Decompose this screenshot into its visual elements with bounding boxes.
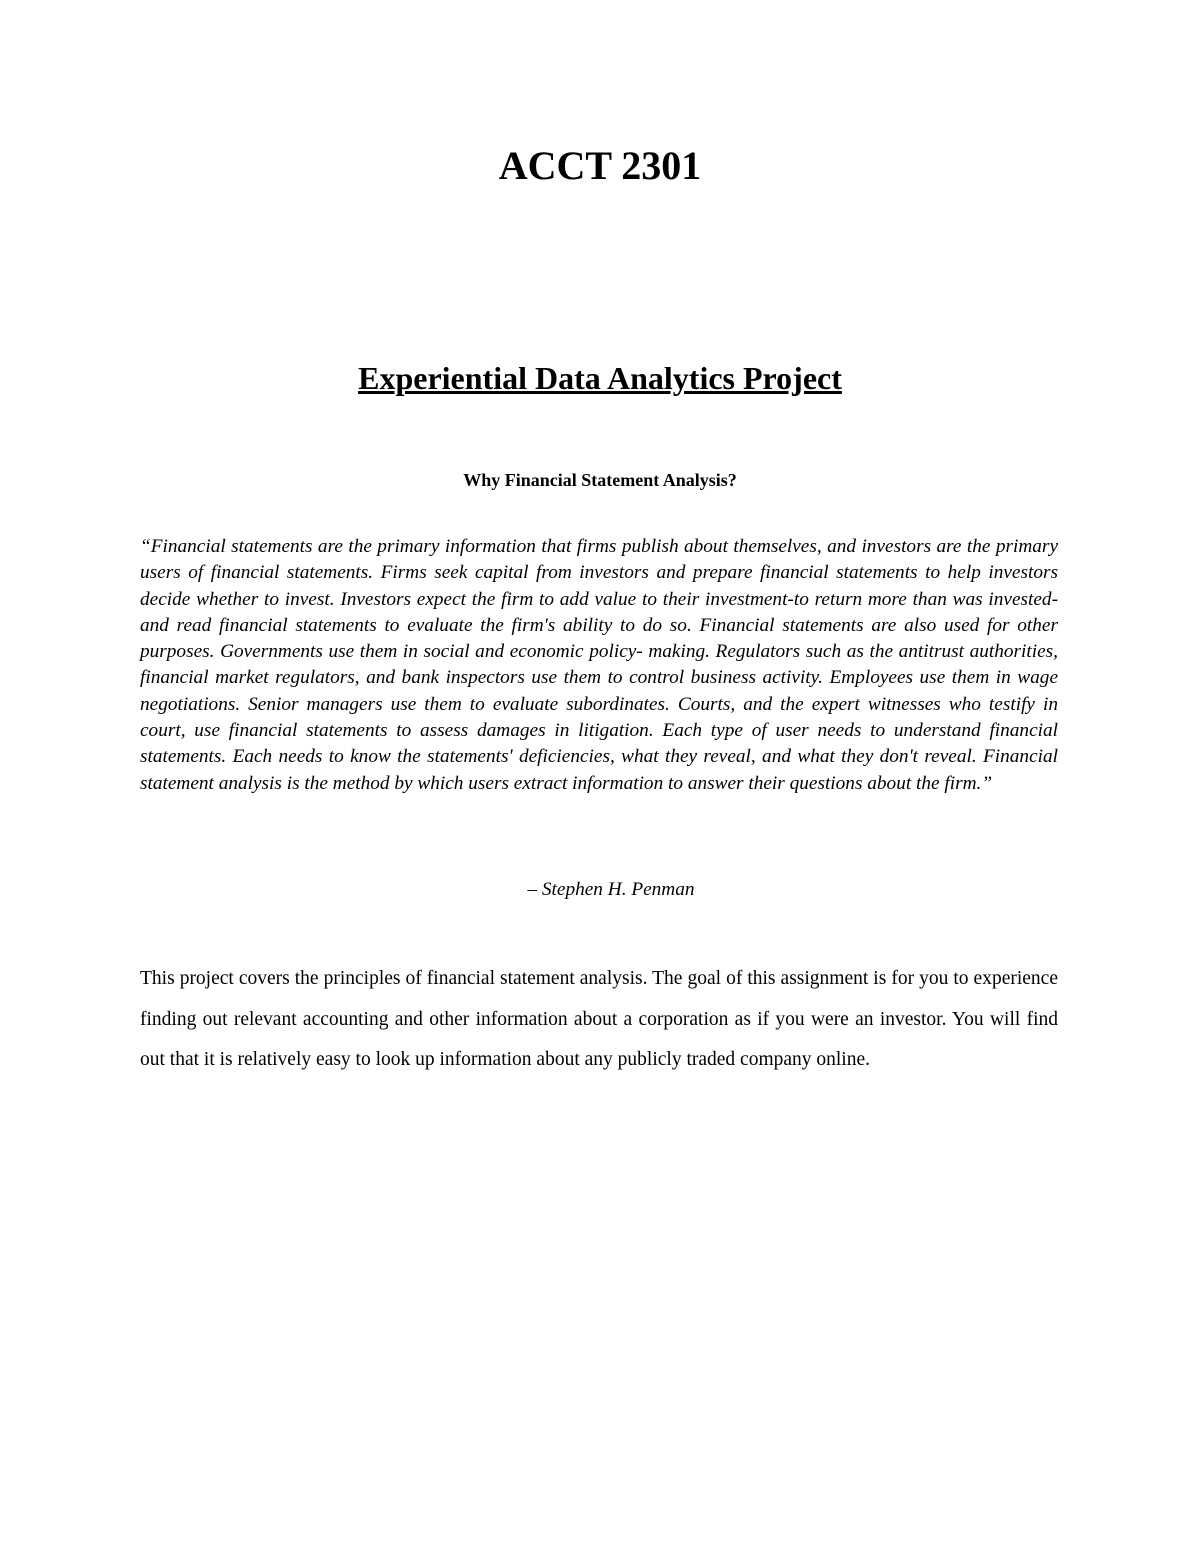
quote-attribution: – Stephen H. Penman — [527, 879, 695, 900]
penman-quote: “Financial statements are the primary information that firms publish about themselves, and investors are the primary users of financial statements. Firms seek capital from investors and prepare financial statements to help investors decide whether to invest. Investors expect the firm to add value to their investment-to return more than was invested- and read financial statements to evaluate the firm's ability to do so. Financial statements are also used for other purposes. Governments use them in social and economic policy- making. Regulators such as the antitrust authorities, financial market regulators, and bank inspectors use them to control business activity. Employees use them in wage negotiations. Senior managers use them to evaluate subordinates. Courts, and the expert witnesses who testify in court, use financial statements to assess damages in litigation. Each type of user needs to understand financial statements. Each needs to know the statements' deficiencies, what they reveal, and what they don't reveal. Financial statement analysis is the method by which users extract information to answer their questions about the firm.” — [140, 536, 1058, 794]
project-title: Experiential Data Analytics Project — [358, 360, 842, 396]
course-code-heading: ACCT 2301 — [498, 143, 702, 188]
section-heading: Why Financial Statement Analysis? — [463, 470, 737, 490]
project-description-paragraph: This project covers the principles of financial statement analysis. The goal of this assignment is for you to experience finding out relevant accounting and other information about a corporation as if you were an investor. You will find out that it is relatively easy to look up information about any publicly traded company online. — [140, 968, 1058, 1070]
